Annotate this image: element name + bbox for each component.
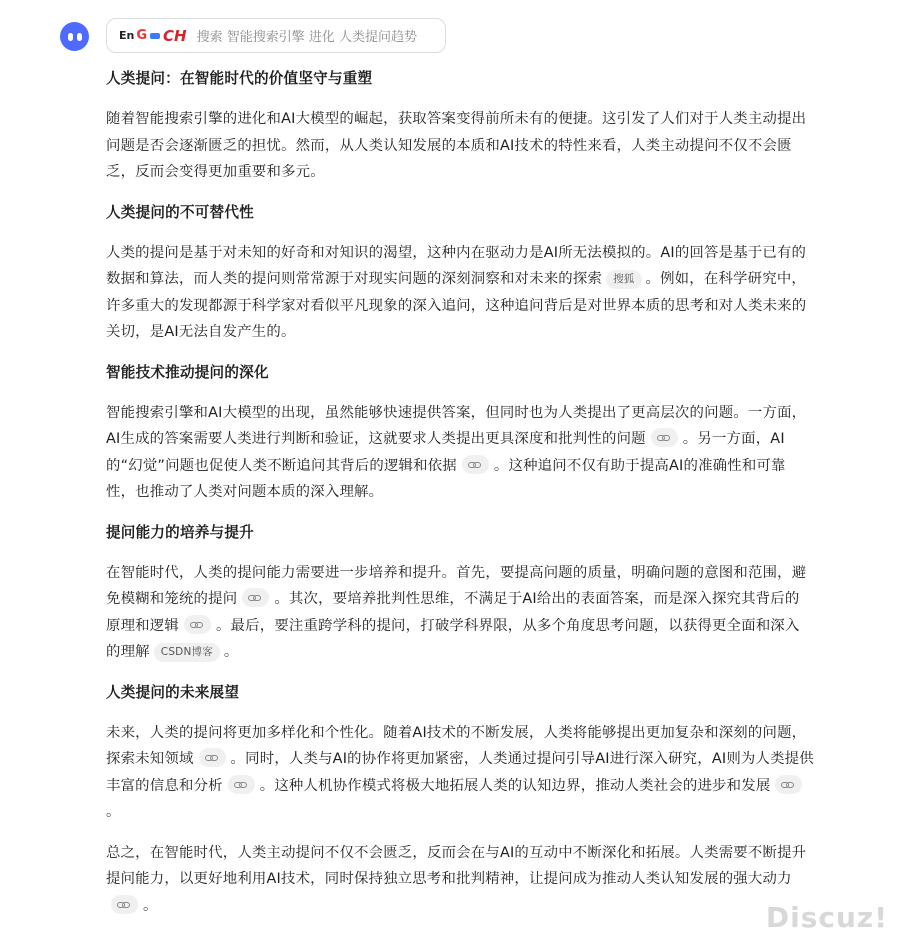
link-citation-icon[interactable]	[242, 588, 269, 607]
engine-logo-g: G	[136, 28, 148, 43]
answer-content	[106, 66, 814, 919]
source-citation-sohu[interactable]: 搜狐	[606, 270, 641, 289]
link-citation-icon[interactable]	[775, 775, 802, 794]
section-paragraph-outlook: 未来，人类的提问将更加多样化和个性化。随着AI技术的不断发展，人类将能够提出更加复杂和深刻的问题，探索未知领域 。同时，人类与AI的协作将更加紧密，人类通过提问引导AI进行深入研究，AI则为人类提供丰富的信息和分析 。这种人机协作模式将极大地拓展人类的认知边界，推动人类社会的进步和发展。	[106, 724, 814, 820]
engine-logo-dot	[150, 33, 160, 39]
assistant-avatar	[60, 22, 89, 51]
discuz-watermark: Discuz!	[765, 901, 888, 934]
section-heading-outlook: 人类提问的未来展望	[106, 683, 240, 701]
link-citation-icon[interactable]	[228, 775, 255, 794]
intro-paragraph: 随着智能搜索引擎的进化和AI大模型的崛起，获取答案变得前所未有的便捷。这引发了人们对于人类主动提出问题是否会逐渐匮乏的担忧。然而，从人类认知发展的本质和AI技术的特性来看，人类主动提问不仅不会匮乏，反而会变得更加重要和多元。	[106, 111, 807, 180]
section-paragraph-cultivation: 在智能时代，人类的提问能力需要进一步培养和提升。首先，要提高问题的质量，明确问题的意图和范围，避免模糊和笼统的提问 。其次，要培养批判性思维，不满足于AI给出的表面答案，而是深入探究其背后的原理和逻辑 。最后，要注重跨学科的提问，打破学科界限，从多个角度思考问题，以获得更全面和深入的理解 CSDN博客 。	[106, 564, 807, 660]
engine-logo-en: En	[119, 29, 135, 42]
section-heading-irreplaceability: 人类提问的不可替代性	[106, 203, 254, 221]
source-citation-csdn[interactable]: CSDN博客	[154, 643, 220, 662]
search-query-text: 搜索 智能搜索引擎 进化 人类提问趋势	[196, 30, 417, 45]
engine-logo-ch: CH	[163, 26, 187, 45]
avatar-eye-right	[77, 33, 82, 41]
link-citation-icon[interactable]	[184, 615, 211, 634]
avatar-eye-left	[68, 33, 73, 41]
search-engine-logos	[119, 27, 187, 45]
section-heading-deepening: 智能技术推动提问的深化	[106, 363, 269, 381]
link-citation-icon[interactable]	[651, 428, 678, 447]
section-paragraph-irreplaceability: 人类的提问是基于对未知的好奇和对知识的渴望，这种内在驱动力是AI所无法模拟的。AI的回答是基于已有的数据和算法，而人类的提问则常常源于对现实问题的深刻洞察和对未来的探索 搜狐 。例如，在科学研究中，许多重大的发现都源于科学家对看似平凡现象的深入追问，这种追问背后是对世界本质的思考和对人类未来的关切，是AI无法自发产生的。	[106, 244, 807, 340]
link-citation-icon[interactable]	[111, 895, 138, 914]
link-citation-icon[interactable]	[462, 455, 489, 474]
search-query-pill[interactable]	[106, 18, 446, 53]
link-citation-icon[interactable]	[199, 748, 226, 767]
section-heading-cultivation: 提问能力的培养与提升	[106, 523, 254, 541]
answer-title: 人类提问：在智能时代的价值坚守与重塑	[106, 70, 373, 87]
section-paragraph-deepening: 智能搜索引擎和AI大模型的出现，虽然能够快速提供答案，但同时也为人类提出了更高层次的问题。一方面，AI生成的答案需要人类进行判断和验证，这就要求人类提出更具深度和批判性的问题 。另一方面，AI的“幻觉”问题也促使人类不断追问其背后的逻辑和依据 。这种追问不仅有助于提高AI的准确性和可靠性，也推动了人类对问题本质的深入理解。	[106, 404, 807, 500]
conclusion-paragraph: 总之，在智能时代，人类主动提问不仅不会匮乏，反而会在与AI的互动中不断深化和拓展。人类需要不断提升提问能力，以更好地利用AI技术，同时保持独立思考和批判精神，让提问成为推动人类认知发展的强大动力。	[106, 844, 807, 914]
